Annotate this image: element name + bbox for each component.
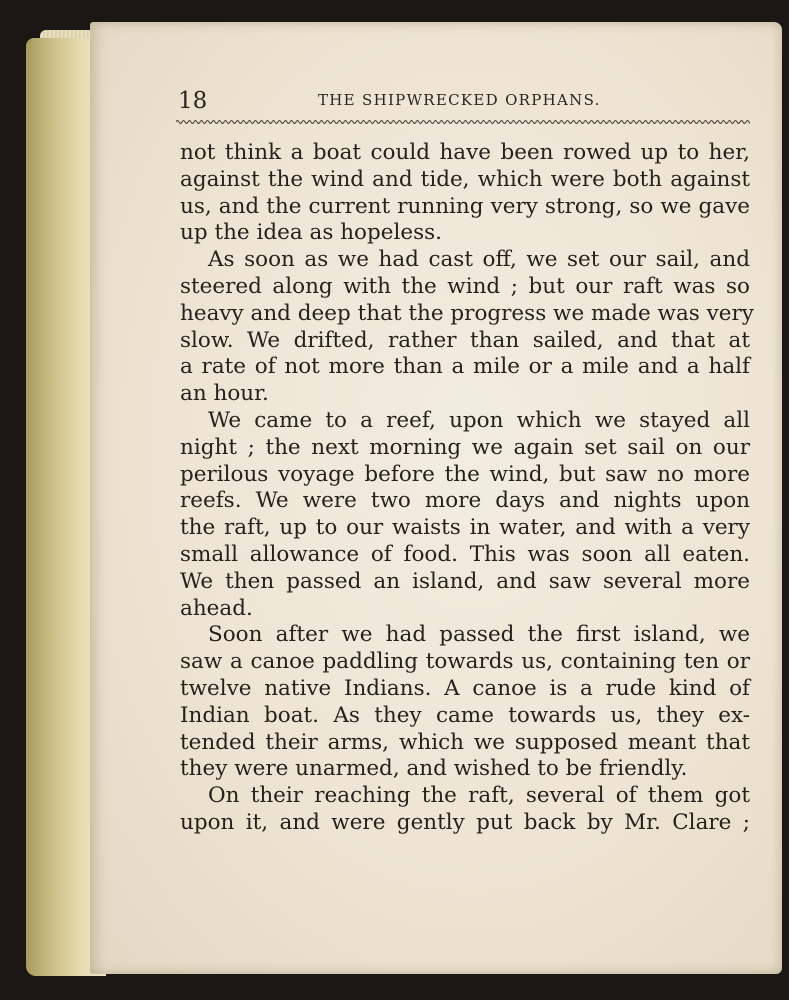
page-header <box>178 88 748 118</box>
text-line: We then passed an island, and saw several more <box>180 568 750 594</box>
text-line: night ; the next morning we again set sail on our <box>180 434 750 460</box>
text-line: not think a boat could have been rowed up to her, <box>180 140 750 165</box>
text-line: a rate of not more than a mile or a mile and a half <box>180 354 750 380</box>
text-line: the raft, up to our waists in water, and with a very <box>180 515 750 541</box>
text-line: upon it, and were gently put back by Mr. Clare ; <box>180 809 750 835</box>
text-line: tended their arms, which we supposed meant that <box>180 729 750 755</box>
text-line: As soon as we had cast off, we set our sail, and <box>208 247 750 273</box>
text-line: an hour. <box>180 381 269 407</box>
text-line: reefs. We were two more days and nights upon <box>180 488 750 514</box>
page-number: 18 <box>178 88 208 114</box>
text-line: against the wind and tide, which were both against <box>180 166 750 192</box>
text-line: us, and the current running very strong, so we gave <box>180 193 750 219</box>
text-line: saw a canoe paddling towards us, containing ten or <box>180 649 750 675</box>
text-line: heavy and deep that the progress we made was very <box>180 300 754 326</box>
wavy-rule <box>176 118 750 126</box>
text-line: small allowance of food. This was soon all eaten. <box>180 541 750 567</box>
text-line: twelve native Indians. A canoe is a rude kind of <box>180 675 750 701</box>
text-line: On their reaching the raft, several of them got <box>208 783 750 809</box>
text-line: they were unarmed, and wished to be friendly. <box>180 756 688 782</box>
text-line: steered along with the wind ; but our raft was so <box>180 273 750 299</box>
text-line: slow. We drifted, rather than sailed, and that at <box>180 327 750 353</box>
body-text <box>180 140 754 837</box>
text-line: perilous voyage before the wind, but saw no more <box>180 461 750 487</box>
text-line: Soon after we had passed the first island, we <box>208 622 750 648</box>
text-line: up the idea as hopeless. <box>180 220 442 246</box>
text-line: We came to a reef, upon which we stayed all <box>208 407 750 433</box>
running-title: THE SHIPWRECKED ORPHANS. <box>318 91 601 109</box>
text-line: Indian boat. As they came towards us, they ex- <box>180 702 750 728</box>
text-line: ahead. <box>180 595 253 621</box>
